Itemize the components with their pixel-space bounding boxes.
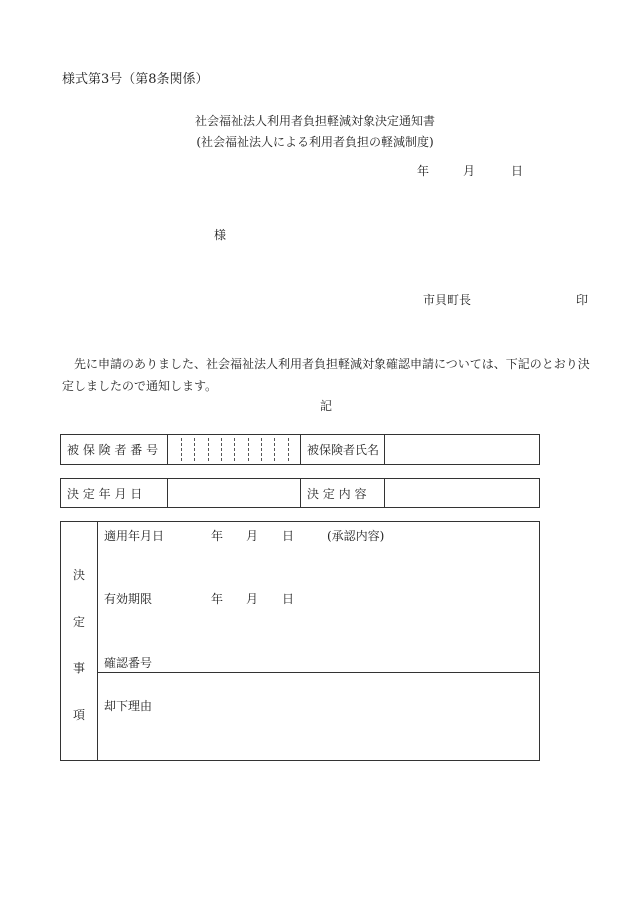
insured-info-table xyxy=(60,434,540,465)
ki-heading: 記 xyxy=(320,399,333,413)
issuer-name: 市貝町長 xyxy=(423,293,472,307)
apply-month: 月 xyxy=(246,529,259,543)
notice-body: 先に申請のありました、社会福祉法人利用者負担軽減対象確認申請については、下記のとおり決定しましたので通知します。 xyxy=(62,357,590,393)
decision-content-field[interactable] xyxy=(384,479,539,507)
side-char-3: 事 xyxy=(72,661,85,675)
decision-table xyxy=(60,478,540,508)
decision-matters-label xyxy=(61,522,97,760)
side-char-4: 項 xyxy=(72,708,85,722)
decision-date-field[interactable] xyxy=(167,479,301,507)
valid-day: 日 xyxy=(282,592,295,606)
side-char-1: 決 xyxy=(72,568,85,582)
valid-month: 月 xyxy=(246,592,259,606)
decision-matters-table xyxy=(60,521,540,761)
apply-date-label: 適用年月日 xyxy=(104,529,165,543)
valid-year: 年 xyxy=(211,592,224,606)
insured-number-label: 被 保 険 者 番 号 xyxy=(67,443,159,457)
document-subtitle: (社会福祉法人による利用者負担の軽減制度) xyxy=(196,135,434,149)
decision-content-label: 決 定 内 容 xyxy=(307,486,367,501)
issue-date xyxy=(417,162,523,179)
recipient-honorific: 様 xyxy=(214,228,227,242)
rejection-reason-label: 却下理由 xyxy=(104,699,153,713)
insured-number-field[interactable] xyxy=(167,435,301,464)
insured-name-label: 被保険者氏名 xyxy=(307,443,380,457)
decision-date-label: 決 定 年 月 日 xyxy=(67,486,143,501)
apply-year: 年 xyxy=(211,529,224,543)
date-year: 年 xyxy=(417,164,430,178)
insured-name-field[interactable] xyxy=(384,435,539,464)
seal-mark: 印 xyxy=(576,293,589,307)
side-char-2: 定 xyxy=(72,615,85,629)
date-day: 日 xyxy=(511,164,524,178)
document-title: 社会福祉法人利用者負担軽減対象決定通知書 xyxy=(194,114,435,128)
form-number: 様式第3号（第8条関係） xyxy=(62,72,209,87)
valid-period-label: 有効期限 xyxy=(104,592,153,606)
row-divider xyxy=(97,672,539,673)
confirmation-number-label: 確認番号 xyxy=(104,656,153,670)
date-month: 月 xyxy=(463,164,476,178)
apply-day: 日 xyxy=(282,529,295,543)
approval-content-label: (承認内容) xyxy=(327,529,385,543)
